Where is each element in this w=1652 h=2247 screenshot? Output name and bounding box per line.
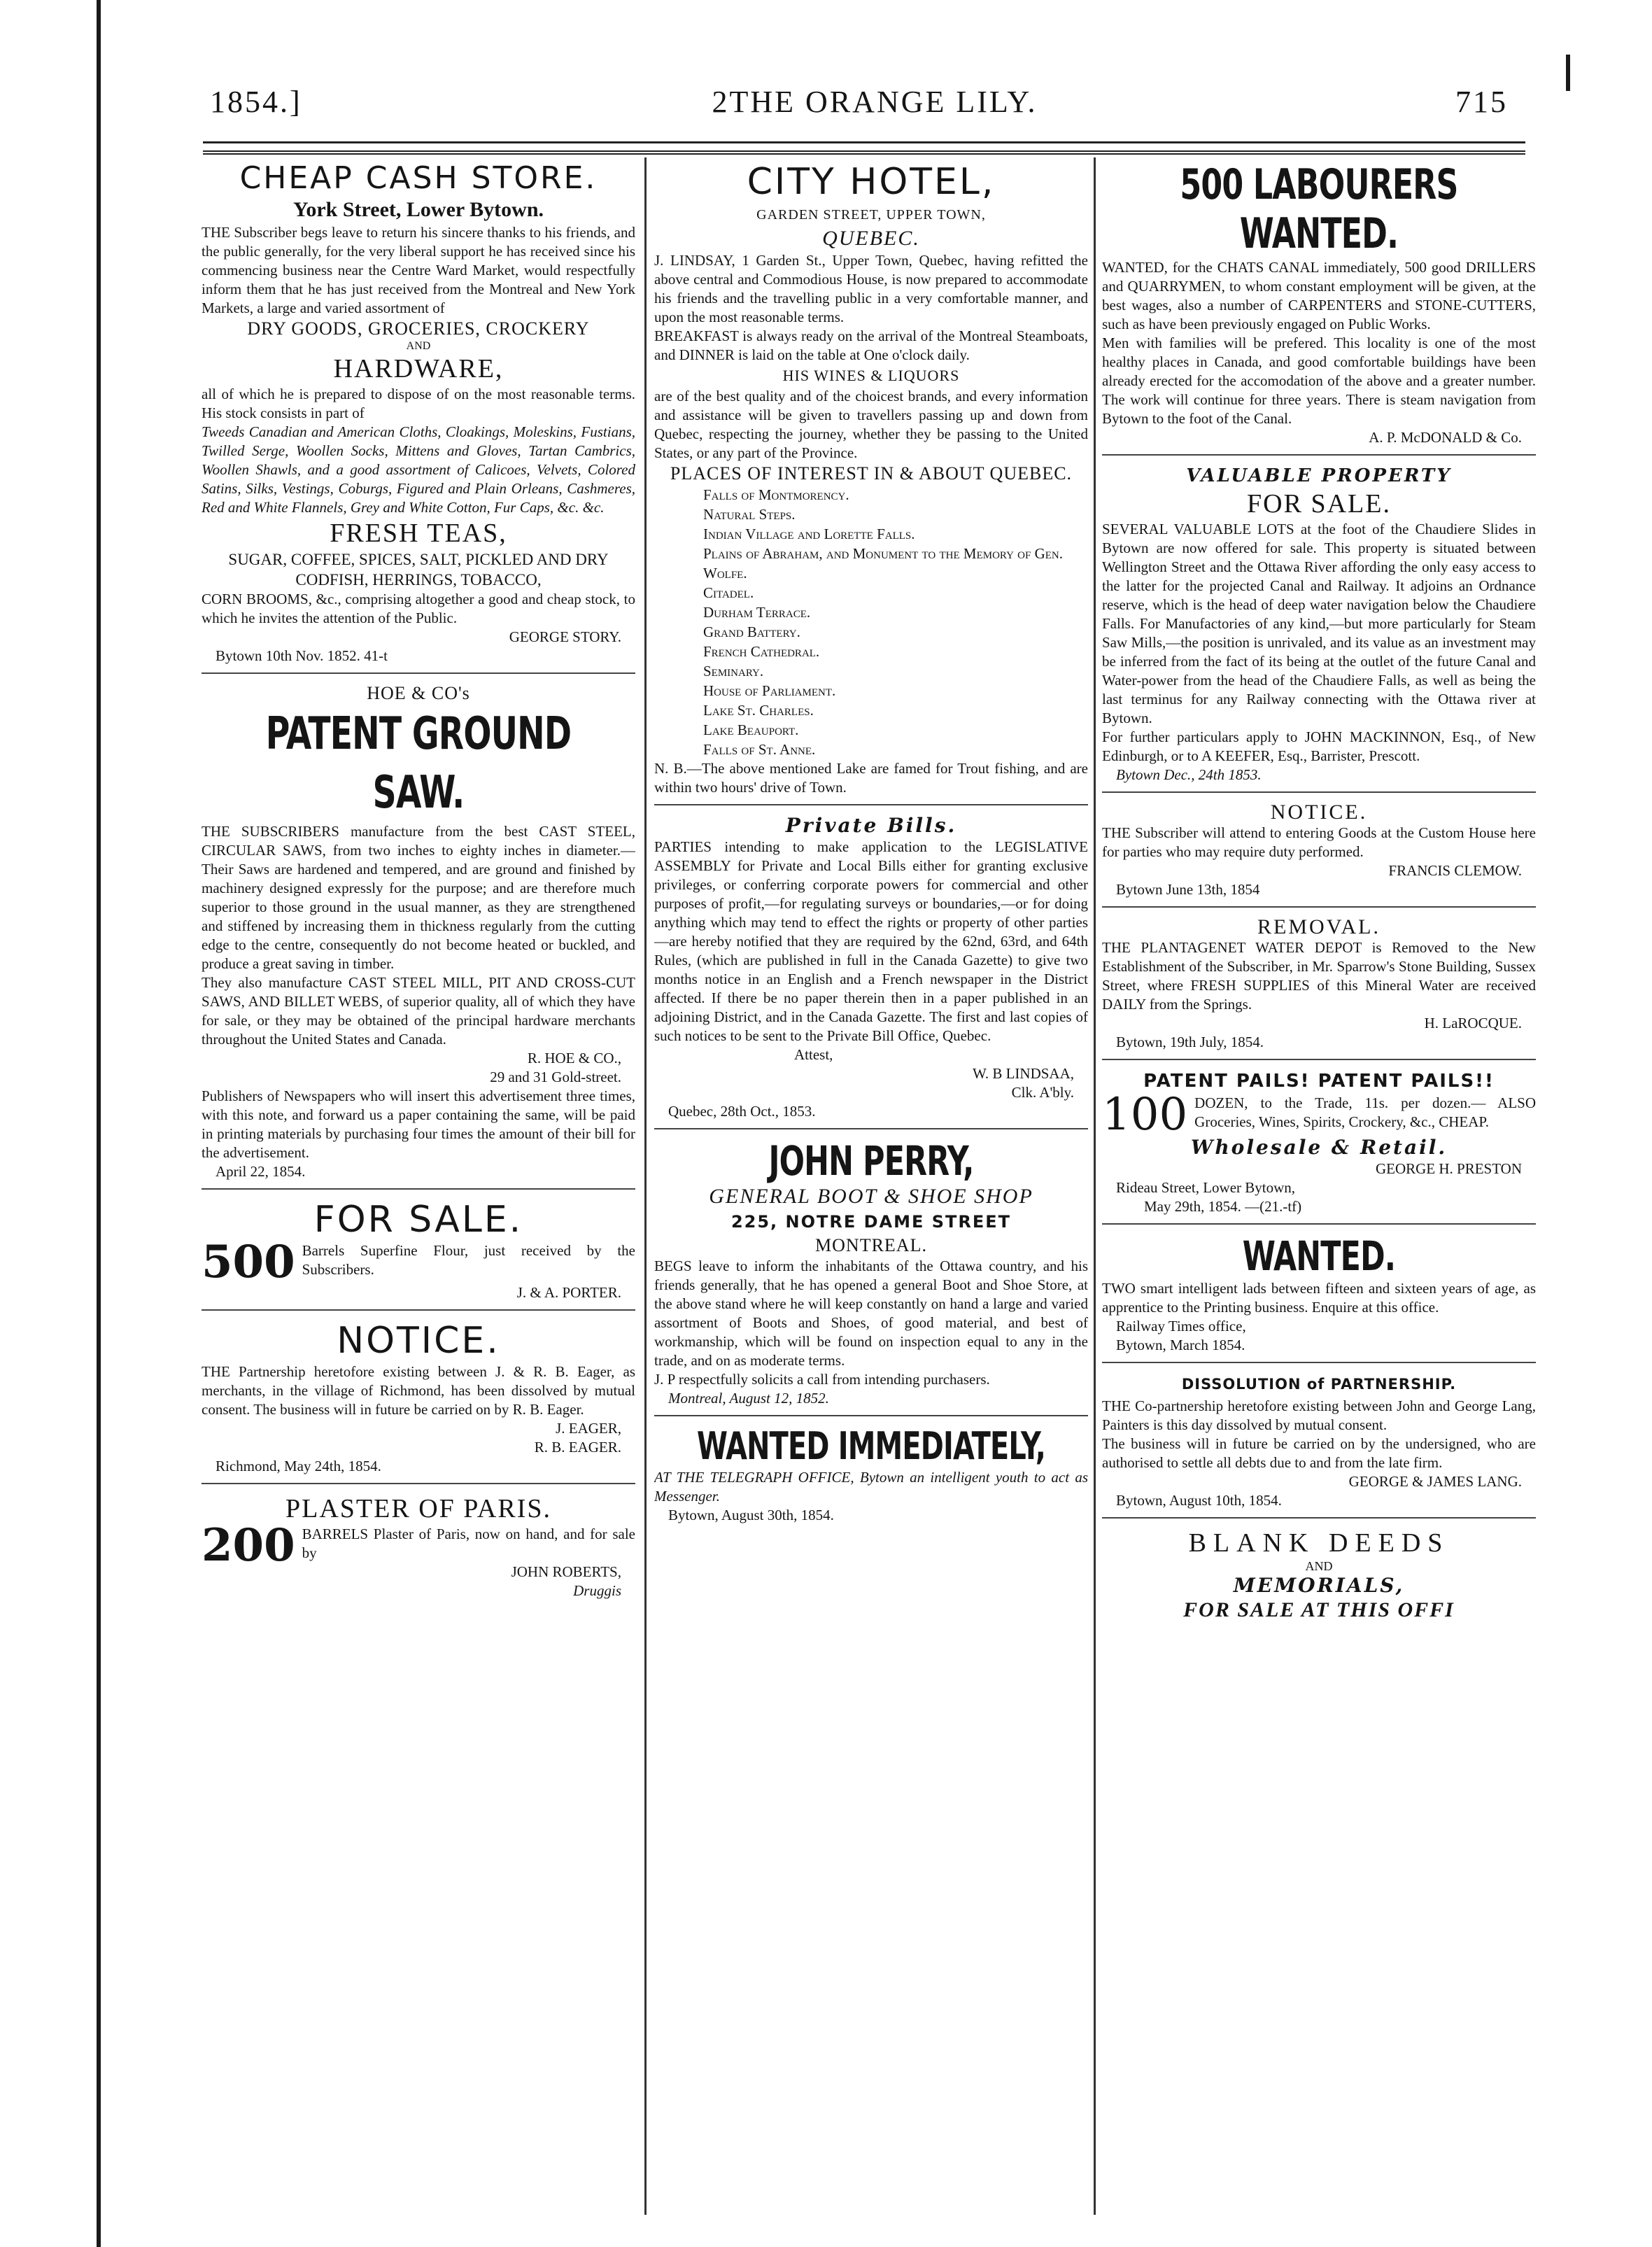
- ad-john-perry: [654, 1135, 1088, 1416]
- ad-title: NOTICE.: [1270, 801, 1368, 824]
- ad-city: QUEBEC.: [822, 227, 920, 250]
- ad-title: Private Bills.: [785, 814, 957, 837]
- ad-customs-notice: [1102, 798, 1536, 908]
- ad-number: 500: [202, 1236, 295, 1288]
- ad-body: TWO smart intelligent lads between fifteen and sixteen years of age, as apprentice to the Printing business. Enquire at this office.: [1102, 1280, 1536, 1316]
- ad-body: CORN BROOMS, &c., comprising altogether a good and cheap stock, to which he invites the attention of the Public.: [202, 591, 635, 626]
- ad-date: Bytown June 13th, 1854: [1116, 881, 1260, 898]
- ad-attest: Attest,: [794, 1046, 833, 1063]
- list-item: Lake St. Charles.: [703, 702, 814, 719]
- ad-body: Men with families will be prefered. This locality is one of the most healthy places in Canada, and good comfortable buildings have been already erected for the accomodation of the above and a greater number. The work will continue for three years. There is steam navigation from Bytown to the foot of the Canal.: [1102, 334, 1536, 427]
- ad-signature: J. & A. PORTER.: [516, 1284, 621, 1301]
- ad-body: Barrels Superfine Flour, just received by the Subscribers.: [302, 1242, 635, 1278]
- ad-date: Bytown, 19th July, 1854.: [1116, 1034, 1264, 1050]
- ad-title: NOTICE.: [337, 1320, 500, 1362]
- ad-address: Rideau Street, Lower Bytown,: [1116, 1179, 1296, 1196]
- ad-eager-notice: [202, 1316, 635, 1484]
- ad-date: May 29th, 1854. —(21.-tf): [1144, 1198, 1302, 1215]
- column-rule: [1094, 157, 1096, 2215]
- ad-date: Richmond, May 24th, 1854.: [216, 1458, 381, 1474]
- list-item: Grand Battery.: [703, 624, 800, 640]
- ad-line: AND: [1305, 1559, 1333, 1573]
- ad-body: all of which he is prepared to dispose of on the most reasonable terms. His stock consists in part of: [202, 386, 635, 421]
- ad-address: 29 and 31 Gold-street.: [490, 1069, 621, 1085]
- ad-body: THE PLANTAGENET WATER DEPOT is Removed to the New Establishment of the Subscriber, in Mr. Sparrow's Stone Building, Sussex Street, where FRESH SUPPLIES of this Mineral Water are received DAILY from the Springs.: [1102, 939, 1536, 1013]
- ad-body: THE Co-partnership heretofore existing between John and George Lang, Painters is this day dissolved by mutual consent.: [1102, 1397, 1536, 1433]
- ad-signature: H. LaROCQUE.: [1424, 1015, 1522, 1031]
- ad-cheap-cash-store: [202, 157, 635, 674]
- ad-patent-pails: [1102, 1066, 1536, 1225]
- ad-wanted-immediately: [654, 1422, 1088, 1532]
- ad-body: The business will in future be carried on by the undersigned, who are authorised to settle all debts due to and from the late firm.: [1102, 1435, 1536, 1471]
- ad-note: N. B.—The above mentioned Lake are famed for Trout fishing, and are within two hours' drive of Town.: [654, 760, 1088, 796]
- column-right: [1102, 157, 1536, 2215]
- ad-kicker: HOE & CO's: [367, 683, 470, 703]
- ad-office: Railway Times office,: [1116, 1318, 1246, 1334]
- ad-body: Tweeds Canadian and American Cloths, Cloakings, Moleskins, Fustians, Twilled Serge, Woollen Socks, Mittens and Gloves, Tartan Cambrics, Woollen Shawls, and a good assortment of Calicoes, Velvets, Colored Satins, Silks, Vestings, Coburgs, Figured and Plain Orleans, Cashmeres, Red and White Flannels, Grey and White Cotton, Fur Caps, &c. &c.: [202, 423, 635, 516]
- ad-body: They also manufacture CAST STEEL MILL, PIT AND CROSS-CUT SAWS, AND BILLET WEBS, of superior quality, all of which they have for sale, or they may be obtained of the principal hardware merchants throughout the United States and Canada.: [202, 974, 635, 1048]
- ad-body: DOZEN, to the Trade, 11s. per dozen.— ALSO Groceries, Wines, Spirits, Crockery, &c., CHEAP.: [1194, 1094, 1536, 1130]
- ad-title: CITY HOTEL,: [747, 161, 996, 203]
- ad-heading: HARDWARE,: [333, 354, 504, 383]
- ad-plaster: [202, 1490, 635, 1607]
- ad-role: Clk. A'bly.: [1011, 1084, 1074, 1101]
- ad-heading: MEMORIALS,: [1233, 1574, 1405, 1597]
- ad-date: Quebec, 28th Oct., 1853.: [668, 1103, 816, 1120]
- ad-title: FOR SALE.: [313, 1199, 523, 1241]
- ad-title: PATENT GROUND SAW.: [265, 708, 572, 819]
- ad-title: CHEAP CASH STORE.: [239, 160, 598, 196]
- ad-body: THE Subscriber begs leave to return his sincere thanks to his friends, and the public generally, for the very liberal support he has received since his commencing business near the Centre Ward Market, would respectfully inform them that he has just received from the Montreal and New York Markets, a large and varied assortment of: [202, 224, 635, 316]
- ad-signature: W. B LINDSAA,: [972, 1065, 1074, 1082]
- ad-wanted-lads: [1102, 1230, 1536, 1363]
- ad-signature: GEORGE STORY.: [509, 628, 621, 645]
- ad-body: are of the best quality and of the choicest brands, and every information and assistance will be given to travellers passing up and down from Quebec, respecting the journey, whether they be passing to the United States, or any part of the Province.: [654, 388, 1088, 461]
- list-item: Seminary.: [703, 663, 764, 679]
- margin-rule: [97, 0, 101, 2247]
- ad-subtitle: GENERAL BOOT & SHOE SHOP: [709, 1185, 1033, 1208]
- corner-mark: [1566, 55, 1570, 91]
- ad-signature: R. B. EAGER.: [534, 1439, 621, 1456]
- ad-hoe-saw: [202, 679, 635, 1190]
- list-item: Durham Terrace.: [703, 604, 811, 621]
- ad-body: PARTIES intending to make application to the LEGISLATIVE ASSEMBLY for Private and Local Bills either for granting exclusive privileges, or conferring corporate powers for commercial and other purposes of profit,—for regulating surveys or boundaries,—or for doing anything which may tend to effect the rights or property of other parties—are hereby notified that they are required by the 62nd, 63rd, and 64th Rules, (which are published in full in the Canada Gazette) to give two months notice in an English and a French newspaper in the District affected. If there be no paper therein then in a paper published in an adjoining District, and in the Canada Gazette. The first and last copies of such notices to be sent to the Private Bill Office, Quebec.: [654, 838, 1088, 1044]
- ad-title: WANTED IMMEDIATELY,: [696, 1424, 1046, 1468]
- list-item: Indian Village and Lorette Falls.: [703, 526, 915, 542]
- ad-heading: PLACES OF INTEREST IN & ABOUT QUEBEC.: [670, 463, 1073, 484]
- ad-title: 500 LABOURERS WANTED.: [1180, 160, 1458, 258]
- ad-body: WANTED, for the CHATS CANAL immediately, 500 good DRILLERS and QUARRYMEN, to whom constant employment will be given, at the best wages, also a number of CARPENTERS and STONE-CUTTERS, such as have been previously engaged on Public Works.: [1102, 259, 1536, 332]
- ad-body: For further particulars apply to JOHN MACKINNON, Esq., of New Edinburgh, or to A KEEFER, Esq., Barrister, Prescott.: [1102, 728, 1536, 764]
- ad-title: BLANK DEEDS: [1188, 1528, 1450, 1558]
- ad-date: April 22, 1854.: [216, 1163, 306, 1180]
- column-left: [202, 157, 635, 2215]
- ad-subtitle: FOR SALE.: [1247, 489, 1391, 519]
- ad-removal: [1102, 913, 1536, 1060]
- ad-private-bills: [654, 811, 1088, 1129]
- ad-role: Druggis: [573, 1582, 621, 1599]
- ad-line: FOR SALE AT THIS OFFI: [1183, 1598, 1455, 1621]
- ad-signature: GEORGE H. PRESTON: [1375, 1160, 1522, 1177]
- ad-title: JOHN PERRY,: [768, 1137, 974, 1185]
- list-item: Falls of Montmorency.: [703, 486, 849, 503]
- ad-body: BREAKFAST is always ready on the arrival of the Montreal Steamboats, and DINNER is laid on the table at One o'clock daily.: [654, 327, 1088, 363]
- list-item: Plains of Abraham, and Monument to the Memory of Gen. Wolfe.: [703, 545, 1064, 582]
- ad-signature: FRANCIS CLEMOW.: [1388, 862, 1522, 879]
- ad-city: MONTREAL.: [815, 1235, 927, 1255]
- ad-date: Bytown Dec., 24th 1853.: [1116, 766, 1262, 783]
- ad-date: Bytown, August 30th, 1854.: [668, 1507, 834, 1523]
- ad-body: BEGS leave to inform the inhabitants of the Ottawa country, and his friends generally, that he has opened a general Boot and Shoe Store, at the above stand where he will keep constantly on hand a large and varied assortment of Boots and Shoes, of good material, and best of workmanship, which will be found on inspection equal to any in the trade, and on as moderate terms.: [654, 1258, 1088, 1369]
- ad-title: PATENT PAILS! PATENT PAILS!!: [1143, 1071, 1495, 1092]
- ad-property: [1102, 461, 1536, 793]
- ad-body: AT THE TELEGRAPH OFFICE, Bytown an intelligent youth to act as Messenger.: [654, 1469, 1088, 1505]
- ad-body: THE SUBSCRIBERS manufacture from the best CAST STEEL, CIRCULAR SAWS, from two inches to eighty inches in diameter.— Their Saws are hardened and tempered, and are ground and finished by machinery designed expressly for the purpose; and are therefore much superior to those ground in the usual manner, as they are strengthened and stiffened by increasing them in thickness regularly from the cutting edge to the centre, consequently do not become heated or buckled, and produce a great saving in timber.: [202, 823, 635, 972]
- ad-body: THE Subscriber will attend to entering Goods at the Custom House here for parties who may require duty performed.: [1102, 824, 1536, 860]
- ad-signature: GEORGE & JAMES LANG.: [1348, 1473, 1522, 1490]
- ad-title: PLASTER OF PARIS.: [285, 1494, 551, 1523]
- ad-subtitle: York Street, Lower Bytown.: [292, 198, 544, 221]
- ad-note: Publishers of Newspapers who will insert this advertisement three times, with this note, and forward us a paper containing the same, will be paid in printing materials by purchasing four times the amount of their bill for the advertisement.: [202, 1087, 635, 1161]
- list-item: Natural Steps.: [703, 506, 796, 523]
- ad-city-hotel: [654, 157, 1088, 805]
- ad-date: Montreal, August 12, 1852.: [668, 1390, 829, 1407]
- ad-heading: FRESH TEAS,: [330, 519, 507, 548]
- ad-labourers: [1102, 157, 1536, 456]
- page-number: 715: [1455, 85, 1508, 119]
- ad-body: THE Partnership heretofore existing between J. & R. B. Eager, as merchants, in the village of Richmond, has been dissolved by mutual consent. The business will in future be carried on by R. B. Eager.: [202, 1363, 635, 1418]
- ad-address: 225, NOTRE DAME STREET: [730, 1212, 1012, 1232]
- ad-line: AND: [406, 340, 431, 352]
- ad-number: 100: [1102, 1089, 1188, 1141]
- places-list: [654, 485, 1088, 759]
- ad-signature: A. P. McDONALD & Co.: [1369, 429, 1522, 446]
- ad-number: 200: [202, 1519, 295, 1572]
- ad-heading: HIS WINES & LIQUORS: [782, 367, 960, 384]
- ad-title: VALUABLE PROPERTY: [1186, 465, 1452, 486]
- ad-date: Bytown, August 10th, 1854.: [1116, 1492, 1282, 1509]
- list-item: Lake Beauport.: [703, 721, 799, 738]
- ad-title: WANTED.: [1242, 1232, 1396, 1280]
- ad-body: J. LINDSAY, 1 Garden St., Upper Town, Quebec, having refitted the above central and Commodious House, is now prepared to accommodate his friends and the travelling public in a very comfortable manner, and upon the most reasonable terms.: [654, 252, 1088, 325]
- list-item: French Cathedral.: [703, 643, 820, 660]
- column-rule: [644, 157, 647, 2215]
- ad-signature: J. EAGER,: [556, 1420, 621, 1437]
- ad-body: J. P respectfully solicits a call from intending purchasers.: [654, 1371, 990, 1388]
- ad-flour: [202, 1195, 635, 1311]
- list-item: House of Parliament.: [703, 682, 836, 699]
- ad-blanks: [1102, 1524, 1536, 1630]
- ad-body: BARRELS Plaster of Paris, now on hand, and for sale by: [302, 1526, 635, 1561]
- ad-line: SUGAR, COFFEE, SPICES, SALT, PICKLED AND DRY CODFISH, HERRINGS, TOBACCO,: [228, 551, 609, 589]
- header-year: 1854.]: [210, 85, 302, 119]
- ad-signature: JOHN ROBERTS,: [511, 1563, 621, 1580]
- ad-street: GARDEN STREET, UPPER TOWN,: [756, 207, 986, 223]
- ad-date: Bytown 10th Nov. 1852. 41-t: [216, 647, 388, 664]
- header-title: 2THE ORANGE LILY.: [712, 85, 1038, 119]
- ad-title: REMOVAL.: [1257, 915, 1381, 938]
- ad-line: DRY GOODS, GROCERIES, CROCKERY: [247, 318, 590, 339]
- ad-signature: R. HOE & CO.,: [527, 1050, 621, 1066]
- header-rule: [203, 141, 1525, 155]
- column-middle: [654, 157, 1088, 2215]
- ad-body: SEVERAL VALUABLE LOTS at the foot of the Chaudiere Slides in Bytown are now offered for sale. This property is situated between Wellington Street and the Ottawa River affording the only easy access to the latter for the projected Canal and Railway. It adjoins an Ordnance reserve, which is the head of deep water navigation below the Chaudiere Falls. For Manufactories of any kind,—but more particularly for Steam Saw Mills,—the position is unrivaled, and its value as an investment may be inferred from the fact of its being at the outlet of the future Canal and Water-power from the head of the Chaudiere Falls, as well as being the last terminus for any Railway connecting with the Ottawa river at Bytown.: [1102, 521, 1536, 726]
- ad-title: DISSOLUTION of PARTNERSHIP.: [1181, 1376, 1457, 1393]
- list-item: Citadel.: [703, 584, 754, 601]
- ad-date: Bytown, March 1854.: [1116, 1337, 1245, 1353]
- list-item: Falls of St. Anne.: [703, 741, 816, 758]
- ad-dissolution: [1102, 1369, 1536, 1519]
- ad-tag: Wholesale & Retail.: [1190, 1136, 1448, 1159]
